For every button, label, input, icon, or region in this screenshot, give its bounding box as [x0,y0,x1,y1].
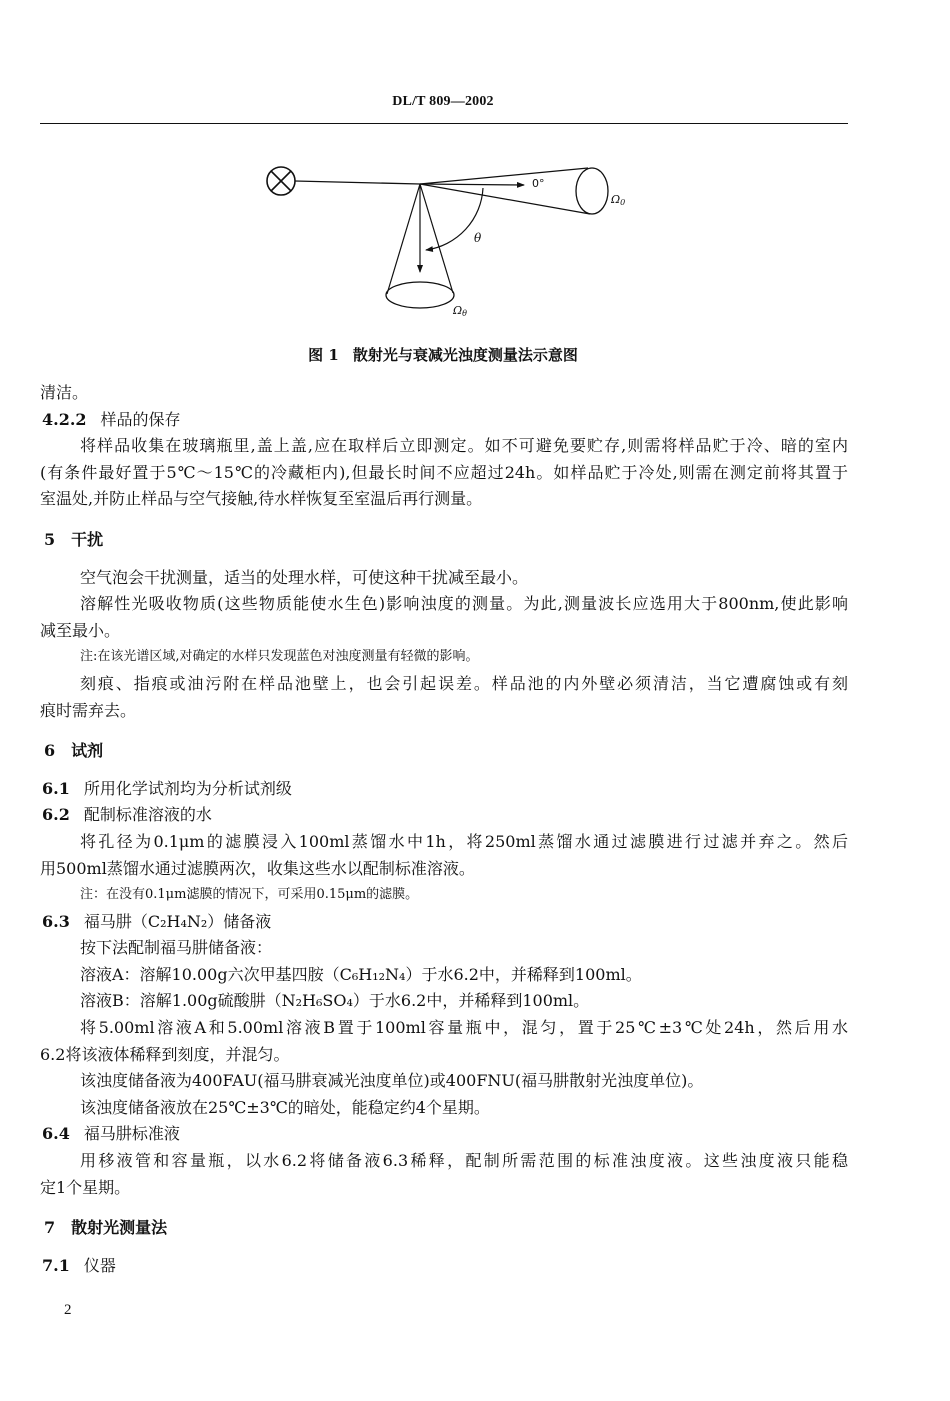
document-code-header: DL/T 809—2002 [392,94,494,109]
section-title: 配制标准溶液的水 [83,805,212,825]
paragraph-line: 将孔径为0.1μm的滤膜浸入100ml蒸馏水中1h，将250ml蒸馏水通过滤膜进行过滤并弃之。然后 [80,831,848,851]
paragraph-line: (有条件最好置于5℃～15℃的冷藏柜内),但最长时间不应超过24h。如样品贮于冷处,则需在测定前将其置于 [40,462,848,482]
section-number: 5 [44,529,56,549]
paragraph-line: 将样品收集在玻璃瓶里,盖上盖,应在取样后立即测定。如不可避免要贮存,则需将样品贮于冷、暗的室内 [80,436,848,456]
section-number: 6.2 [42,805,70,825]
paragraph-line: 室温处,并防止样品与空气接触,待水样恢复至室温后再行测量。 [40,489,483,509]
paragraph-line: 溶解性光吸收物质(这些物质能使水生色)影响浊度的测量。为此,测量波长应选用大于800nm,使此影响 [80,594,848,614]
omega-0-label: Ω0 [611,193,626,207]
forward-detection-cone [420,168,608,214]
paragraph-line: 用500ml蒸馏水通过滤膜两次，收集这些水以配制标准溶液。 [40,858,475,878]
section-heading-7 [40,1215,848,1242]
paragraph-line: 刻痕、指痕或油污附在样品池壁上，也会引起误差。样品池的内外壁必须清洁，当它遭腐蚀或有刻 [80,673,848,693]
solution-a-line: 溶液A：溶解10.00g六次甲基四胺（C₆H₁₂N₄）于水6.2中，并稀释到100ml。 [80,964,642,984]
paragraph-line: 用移液管和容量瓶，以水6.2将储备液6.3稀释，配制所需范围的标准浊度液。这些浊度液只能稳 [80,1151,848,1171]
section-number: 7.1 [42,1255,70,1275]
paragraph-line: 空气泡会干扰测量，适当的处理水样，可使这种干扰减至最小。 [80,567,529,587]
paragraph-line: 该浊度储备液放在25℃±3℃的暗处，能稳定约4个星期。 [80,1097,490,1117]
section-heading-6 [40,738,848,765]
section-title: 样品的保存 [100,409,181,429]
light-source-icon [267,167,295,195]
section-heading-6-1 [40,776,848,803]
section-number: 6.4 [42,1124,70,1144]
note-text: 注:在该光谱区域,对确定的水样只发现蓝色对浊度测量有轻微的影响。 [80,649,479,665]
incident-beam-line [295,181,420,184]
section-number: 7 [44,1218,56,1238]
section-heading-6-3 [40,909,848,936]
theta-label: θ [474,231,482,245]
section-title: 干扰 [71,529,104,549]
section-title: 仪器 [83,1255,116,1275]
omega-theta-label: Ωθ [453,304,467,318]
section-heading-6-4 [40,1121,848,1148]
document-body [40,380,848,1279]
section-title: 试剂 [71,741,104,761]
figure-title: 散射光与衰减光浊度测量法示意图 [352,346,578,364]
forward-arrow [420,184,524,185]
section-title: 福马肼标准液 [83,1124,180,1144]
figure-1-diagram [0,0,950,340]
paragraph-line: 将5.00ml溶液A和5.00ml溶液B置于100ml容量瓶中，混匀，置于25℃±3℃处24h，然后用水 [80,1018,848,1038]
paragraph-line: 6.2将该液体稀释到刻度，并混匀。 [40,1044,290,1064]
angle-zero-label: 0° [532,177,545,190]
paragraph-line: 减至最小。 [40,620,121,640]
section-heading-5 [40,527,848,554]
section-title: 福马肼（C₂H₄N₂）储备液 [83,911,272,931]
paragraph-line: 按下法配制福马肼储备液： [80,938,273,958]
section-heading-6-2 [40,802,848,829]
note-text: 注：在没有0.1μm滤膜的情况下，可采用0.15μm的滤膜。 [80,887,419,903]
section-title: 散射光测量法 [71,1218,168,1238]
figure-number: 图 1 [308,346,339,364]
section-title: 所用化学试剂均为分析试剂级 [83,778,292,798]
continued-text: 清洁。 [40,383,89,402]
page-number: 2 [64,1302,72,1318]
paragraph-line: 该浊度储备液为400FAU(福马肼衰减光浊度单位)或400FNU(福马肼散射光浊度单位)。 [80,1071,704,1091]
section-heading-7-1 [40,1253,848,1280]
section-heading-4-2-2 [40,407,848,434]
section-number: 4.2.2 [42,409,87,429]
paragraph-line: 痕时需弃去。 [40,700,137,720]
section-number: 6.1 [42,778,70,798]
paragraph-line: 定1个星期。 [40,1177,131,1197]
solution-b-line: 溶液B：溶解1.00g硫酸肼（N₂H₆SO₄）于水6.2中，并稀释到100ml。 [80,991,590,1011]
section-number: 6 [44,741,56,761]
section-number: 6.3 [42,911,70,931]
figure-caption [0,344,886,365]
